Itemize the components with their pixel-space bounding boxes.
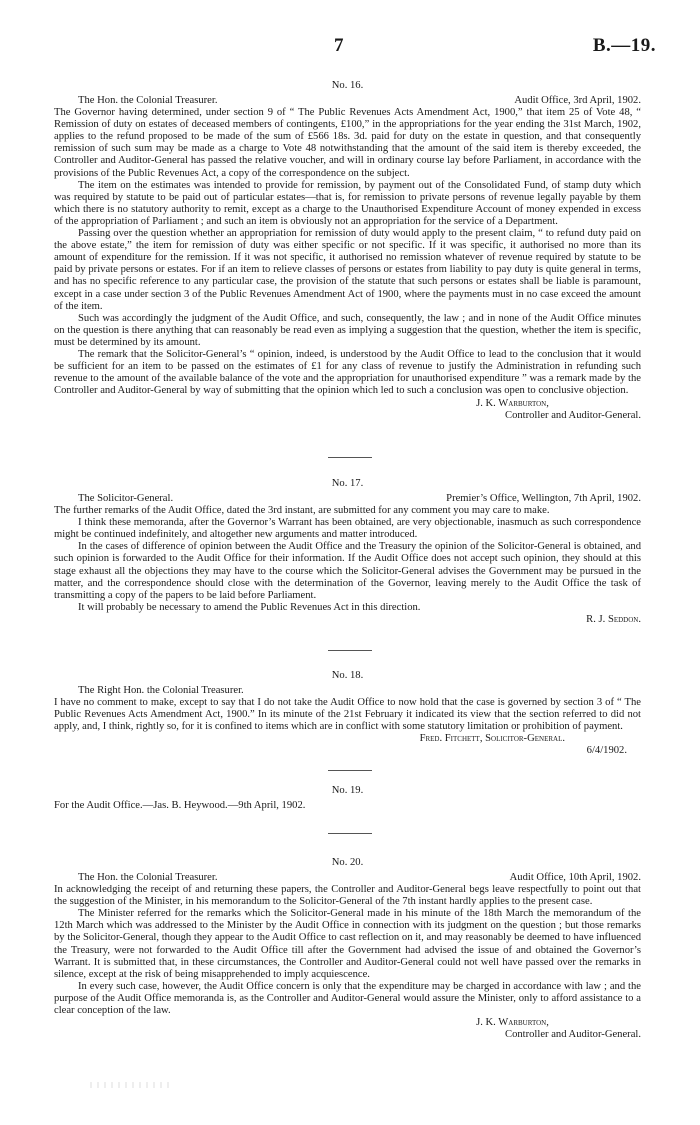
letter-number: No. 17. [331, 478, 364, 489]
sender-dateline: Audit Office, 3rd April, 1902. [514, 95, 641, 107]
paragraph: The item on the estimates was intended to provide for remission, by payment out of the Consolidated Fund, of stamp duty which was required by statute to be paid out of particular estates—that is, for remission to private persons of revenue legally payable by them which there is no statutory authority to remit, except as a charge to the Unauthorised Expenditure Account of money expended in excess of the appropriation of Parliament ; and such an item is obviously not an appropriation for the service of a Department. [54, 179, 641, 227]
letter-19 [54, 785, 641, 812]
letter-18 [54, 670, 641, 758]
paragraph: I have no comment to make, except to say that I do not take the Audit Office to now hold that the case is governed by section 3 of “ The Public Revenues Acts Amendment Act, 1900.” In its minute of the 21st February it indicated its view that the section referred to did not apply, and, I think, rightly so, for it is confined to items which are in conflict with some statutory limitation or prohibition of payment. [54, 697, 641, 733]
signature-name: J. K. Warburton, [476, 1017, 549, 1029]
paragraph: The further remarks of the Audit Office, dated the 3rd instant, are submitted for any comment you may care to make. [54, 505, 550, 517]
signature-block [384, 1017, 641, 1041]
letter-16 [54, 80, 641, 423]
paragraph: For the Audit Office.—Jas. B. Heywood.—9th April, 1902. [54, 800, 306, 812]
letter-number: No. 16. [331, 80, 364, 91]
address-line [54, 872, 641, 884]
address-line [54, 493, 641, 505]
letter-number: No. 20. [331, 857, 364, 868]
addressee: The Hon. the Colonial Treasurer. [78, 95, 218, 107]
signature-name: Fred. Fitchett, Solicitor-General. [419, 733, 565, 745]
letter-20 [54, 857, 641, 1041]
paragraph: The Minister referred for the remarks which the Solicitor-General made in his minute of the 18th March the memorandum of the 12th March which was addressed to the Minister by the Audit Office in connection with its judgment on the question ; but those remarks by the Solicitor-General, though they appear to the Audit Office to cast reflection on it, and may reasonably be deemed to have influenced the Treasury, were not forwarded to the Audit Office till after the Government had advised the issue of and obtained the Governor’s Warrant. It is submitted that, in these circumstances, the Controller and Auditor-General could not well have passed over the remarks in silence, except at the risk of being misapprehended to imply acquiescence. [54, 908, 641, 980]
sender-dateline: Audit Office, 10th April, 1902. [509, 872, 641, 884]
signature-title: Controller and Auditor-General. [505, 410, 641, 422]
paragraph: The remark that the Solicitor-General’s “ opinion, indeed, is understood by the Audit Office to lead to the conclusion that it would be sufficient for an item to be passed on the estimates of £1 for any class of revenue to justify the Administration in refunding such revenue to the amount of the available balance of the vote and the appropriation for unauthorised expenditure ” was a remark made by the Controller and Auditor-General by way of submitting that the opinion which led to such a conclusion was open to conclusive objection. [54, 348, 641, 397]
signature-block [384, 398, 641, 422]
letter-number: No. 19. [331, 785, 364, 796]
paragraph: In every such case, however, the Audit Office concern is only that the expenditure may be charged in accordance with law ; and the purpose of the Audit Office memoranda is, as the Controller and Auditor-General would assure the Minister, only to afford assistance to a clear conception of the law. [54, 980, 641, 1017]
page-header [0, 35, 700, 64]
address-line [54, 95, 641, 107]
addressee: The Solicitor-General. [78, 493, 174, 505]
addressee: The Hon. the Colonial Treasurer. [78, 872, 218, 884]
addressee: The Right Hon. the Colonial Treasurer. [78, 685, 244, 697]
letter-17 [54, 478, 641, 626]
section-divider [328, 833, 372, 834]
paragraph: In acknowledging the receipt of and returning these papers, the Controller and Auditor-General begs leave respectfully to point out that the suggestion of the Minister, in his memorandum to the Solicitor-General of the 7th instant hardly applies to the present case. [54, 884, 641, 908]
page-number: 7 [334, 35, 344, 56]
address-line [54, 685, 641, 697]
section-divider [328, 650, 372, 651]
signature-name: J. K. Warburton, [476, 398, 549, 410]
section-divider [328, 457, 372, 458]
paragraph: The Governor having determined, under section 9 of “ The Public Revenues Acts Amendment Act, 1900,” that item 25 of Vote 48, “ Remission of duty on estates of deceased members of contingents, £100,” in the appropriations for the year ending the 31st March, 1902, applies to the refund proposed to be made of the sum of £566 18s. 3d. paid for duty on the estate in question, and that consequently remission of such sum may be made as a charge to Vote 48 notwithstanding that the amount of the said item is thereby exceeded, the Controller and Auditor-General has passed the relative voucher, and will in ordinary course lay before Parliament, in accordance with the provisions of the Public Revenues Act, a copy of the correspondence on the subject. [54, 107, 641, 179]
series-reference: B.—19. [592, 35, 656, 56]
sender-dateline: Premier’s Office, Wellington, 7th April, 1902. [446, 493, 641, 505]
paragraph: Passing over the question whether an appropriation for remission of duty would apply to the present claim, “ to refund duty paid on the above estate,” the item for remission of duty was either specific or not specific. If it was specific, it authorised no more than its amount of expenditure for the remission. If it was not specific, it authorised no remission whatever of revenue required by statute to be paid by private persons or estates. For if an item to relieve classes of persons or estates from liability to pay duty is quite general in terms, and has no specific reference to any particular case, the provision of the statute that such persons or estates shall be liable is paramount, except in a case under section 3 of the Public Revenues Amendment Act of 1900, where the payments must in no case exceed the amount of the item. [54, 228, 641, 312]
paragraph: It will probably be necessary to amend the Public Revenues Act in this direction. [78, 601, 421, 613]
signature-date: 6/4/1902. [586, 745, 627, 757]
paragraph: I think these memoranda, after the Governor’s Warrant has been obtained, are very objectionable, inasmuch as such correspondence might be continued indefinitely, and altogether new arguments and matter introduced. [54, 517, 641, 541]
letter-number: No. 18. [331, 670, 364, 681]
signature-name: R. J. Seddon. [586, 613, 641, 625]
signature-title: Controller and Auditor-General. [505, 1029, 641, 1041]
section-divider [328, 770, 372, 771]
paragraph: Such was accordingly the judgment of the Audit Office, and such, consequently, the law ; and in none of the Audit Office minutes on the question is there anything that can reasonably be read even as implying a suggestion that the question, whether the item is specific, must be determined by its amount. [54, 312, 641, 348]
paragraph: In the cases of difference of opinion between the Audit Office and the Treasury the opinion of the Solicitor-General is obtained, and such opinion is forwarded to the Audit Office for their information. If the Audit Office does not accept such opinion, they should at this stage exhaust all the objections they may have to the course which the Solicitor-General advises the Government may be pursued in the matter, and the correspondence should close with the determination of the Governor, leaving merely to the Audit Office the task of transmitting a copy of the papers to be laid before Parliament. [54, 541, 641, 601]
paper-mark [90, 1082, 170, 1088]
